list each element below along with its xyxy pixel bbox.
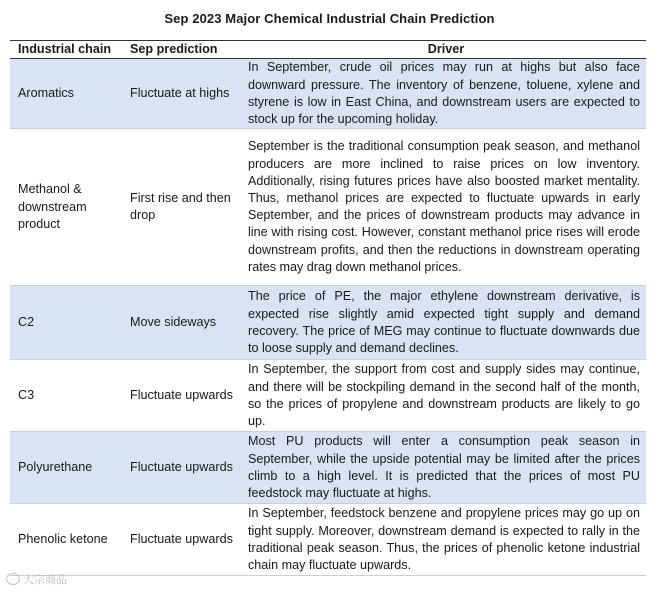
table-row — [10, 286, 646, 360]
prediction-cell: Move sideways — [122, 286, 246, 360]
chain-cell: Polyurethane — [10, 432, 122, 504]
prediction-table — [10, 40, 646, 576]
table-row — [10, 432, 646, 504]
prediction-cell: Fluctuate upwards — [122, 504, 246, 576]
chain-cell: Aromatics — [10, 59, 122, 129]
table-row — [10, 129, 646, 286]
table-row — [10, 59, 646, 129]
prediction-cell: Fluctuate upwards — [122, 432, 246, 504]
header-sep-prediction: Sep prediction — [122, 41, 246, 59]
prediction-cell: Fluctuate upwards — [122, 360, 246, 432]
prediction-cell: First rise and then drop — [122, 129, 246, 286]
watermark — [6, 571, 67, 587]
watermark-text: 大宗商品 — [23, 574, 67, 586]
watermark-logo-icon — [6, 573, 20, 585]
table-title: Sep 2023 Major Chemical Industrial Chain Prediction — [164, 11, 495, 26]
driver-cell: In September, the support from cost and supply sides may continue, and there will be stockpiling demand in the second half of the month, so the prices of propylene and downstream products are likely to go up. — [246, 360, 646, 432]
header-row — [10, 41, 646, 59]
chain-cell: C2 — [10, 286, 122, 360]
prediction-cell: Fluctuate at highs — [122, 59, 246, 129]
header-industrial-chain: Industrial chain — [10, 41, 122, 59]
driver-cell: Most PU products will enter a consumption peak season in September, while the upside potential may be limited after the prices climb to a high level. It is predicted that the prices of most PU feedstock may fluctuate at highs. — [246, 432, 646, 504]
chain-cell: Phenolic ketone — [10, 504, 122, 576]
driver-cell: In September, feedstock benzene and propylene prices may go up on tight supply. Moreover, downstream demand is expected to rally in the traditional peak season. Thus, the prices of phenolic ketone industrial chain may fluctuate upwards. — [246, 504, 646, 576]
chain-cell: Methanol & downstream product — [10, 129, 122, 286]
header-driver: Driver — [246, 41, 646, 59]
driver-cell: In September, crude oil prices may run at highs but also face downward pressure. The inventory of benzene, toluene, xylene and styrene is low in East China, and downstream users are expected to stock up for the upcoming holiday. — [246, 59, 646, 129]
table-row — [10, 504, 646, 576]
driver-cell: The price of PE, the major ethylene downstream derivative, is expected rise slightly amid expected tight supply and demand recovery. The price of MEG may continue to fluctuate downwards due to loose supply and demand declines. — [246, 286, 646, 360]
table-row — [10, 360, 646, 432]
chain-cell: C3 — [10, 360, 122, 432]
driver-cell: September is the traditional consumption peak season, and methanol producers are more inclined to raise prices on low inventory. Additionally, rising futures prices have also boosted market mentality. Thus, methanol prices are expected to fluctuate upwards in early September, and the prices of downstream products may advance in line with rising cost. However, constant methanol price rises will erode downstream profits, and then the reductions in downstream operating rates may drag down methanol prices. — [246, 129, 646, 286]
